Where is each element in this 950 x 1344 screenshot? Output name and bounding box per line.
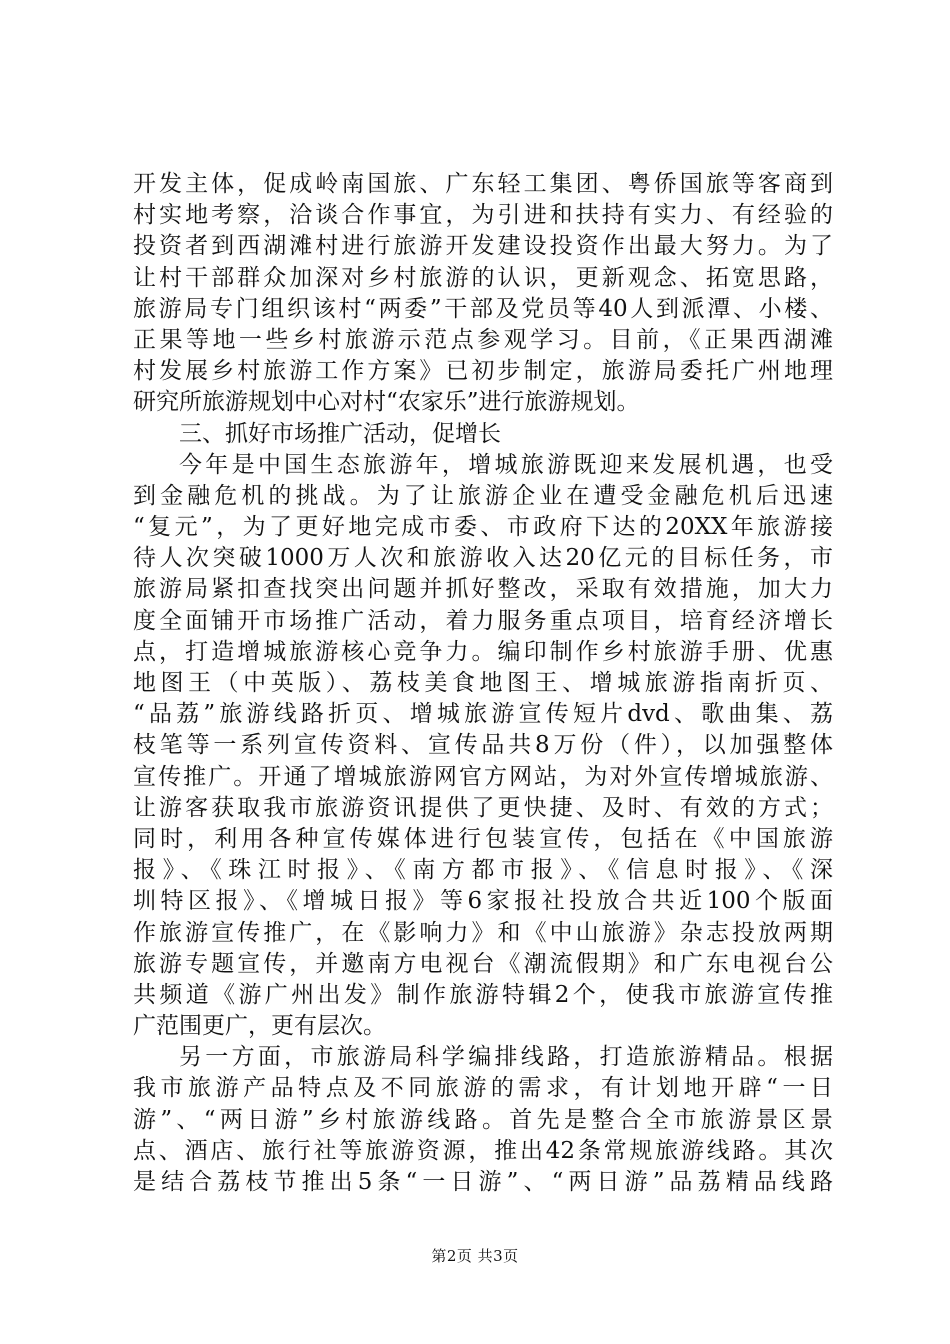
text-line: 让游客获取我市旅游资讯提供了更快捷、及时、有效的方式； <box>133 794 833 821</box>
text-line: 共频道《游广州出发》制作旅游特辑2个，使我市旅游宣传推 <box>133 981 833 1008</box>
text-line: 投资者到西湖滩村进行旅游开发建设投资作出最大努力。为了 <box>133 233 833 260</box>
text-line: 报》、《珠江时报》、《南方都市报》、《信息时报》、《深 <box>133 857 833 884</box>
text-line: “品荔”旅游线路折页、增城旅游宣传短片dvd、歌曲集、荔 <box>133 701 833 728</box>
text-line: 作旅游宣传推广，在《影响力》和《中山旅游》杂志投放两期 <box>133 919 833 946</box>
text-line: 正果等地一些乡村旅游示范点参观学习。目前，《正果西湖滩 <box>133 326 833 353</box>
text-line: 到金融危机的挑战。为了让旅游企业在遭受金融危机后迅速 <box>133 482 833 509</box>
text-line: 旅游专题宣传，并邀南方电视台《潮流假期》和广东电视台公 <box>133 950 833 977</box>
text-line: 研究所旅游规划中心对村“农家乐”进行旅游规划。 <box>133 389 640 416</box>
text-line: 广范围更广，更有层次。 <box>133 1013 386 1040</box>
page-number-footer: 第2页 共3页 <box>431 1247 519 1265</box>
text-line: 旅游局专门组织该村“两委”干部及党员等40人到派潭、小楼、 <box>133 295 833 322</box>
document-body <box>133 169 833 1198</box>
text-line: 地图王（中英版）、荔枝美食地图王、增城旅游指南折页、 <box>133 670 833 696</box>
text-line: 枝笔等一系列宣传资料、宣传品共8万份（件），以加强整体 <box>133 732 833 759</box>
text-line: 同时，利用各种宣传媒体进行包装宣传，包括在《中国旅游 <box>133 825 833 852</box>
text-line: 开发主体，促成岭南国旅、广东轻工集团、粤侨国旅等客商到 <box>133 171 833 197</box>
text-line: 宣传推广。开通了增城旅游网官方网站，为对外宣传增城旅游、 <box>133 763 833 790</box>
text-line: 待人次突破1000万人次和旅游收入达20亿元的目标任务，市 <box>133 545 833 572</box>
text-line: 我市旅游产品特点及不同旅游的需求，有计划地开辟“一日 <box>133 1075 833 1102</box>
text-line: “复元”，为了更好地完成市委、市政府下达的20XX年旅游接 <box>133 514 833 541</box>
text-line: 村发展乡村旅游工作方案》已初步制定，旅游局委托广州地理 <box>133 358 833 385</box>
text-line: 度全面铺开市场推广活动，着力服务重点项目，培育经济增长 <box>133 607 833 634</box>
text-line: 另一方面，市旅游局科学编排线路，打造旅游精品。根据 <box>179 1044 833 1071</box>
text-line: 让村干部群众加深对乡村旅游的认识，更新观念、拓宽思路， <box>133 264 833 291</box>
text-line: 点，打造增城旅游核心竞争力。编印制作乡村旅游手册、优惠 <box>133 638 833 665</box>
text-line: 圳特区报》、《增城日报》等6家报社投放合共近100个版面 <box>133 888 833 915</box>
text-line: 旅游局紧扣查找突出问题并抓好整改，采取有效措施，加大力 <box>133 576 833 603</box>
text-line: 游”、“两日游”乡村旅游线路。首先是整合全市旅游景区景 <box>133 1106 833 1133</box>
text-line: 今年是中国生态旅游年，增城旅游既迎来发展机遇，也受 <box>179 451 833 478</box>
section-heading: 三、抓好市场推广活动，促增长 <box>179 420 501 447</box>
text-line: 村实地考察，洽谈合作事宜，为引进和扶持有实力、有经验的 <box>133 202 833 229</box>
text-line: 点、酒店、旅行社等旅游资源，推出42条常规旅游线路。其次 <box>133 1137 833 1164</box>
text-line: 是结合荔枝节推出5条“一日游”、“两日游”品荔精品线路 <box>133 1169 833 1195</box>
